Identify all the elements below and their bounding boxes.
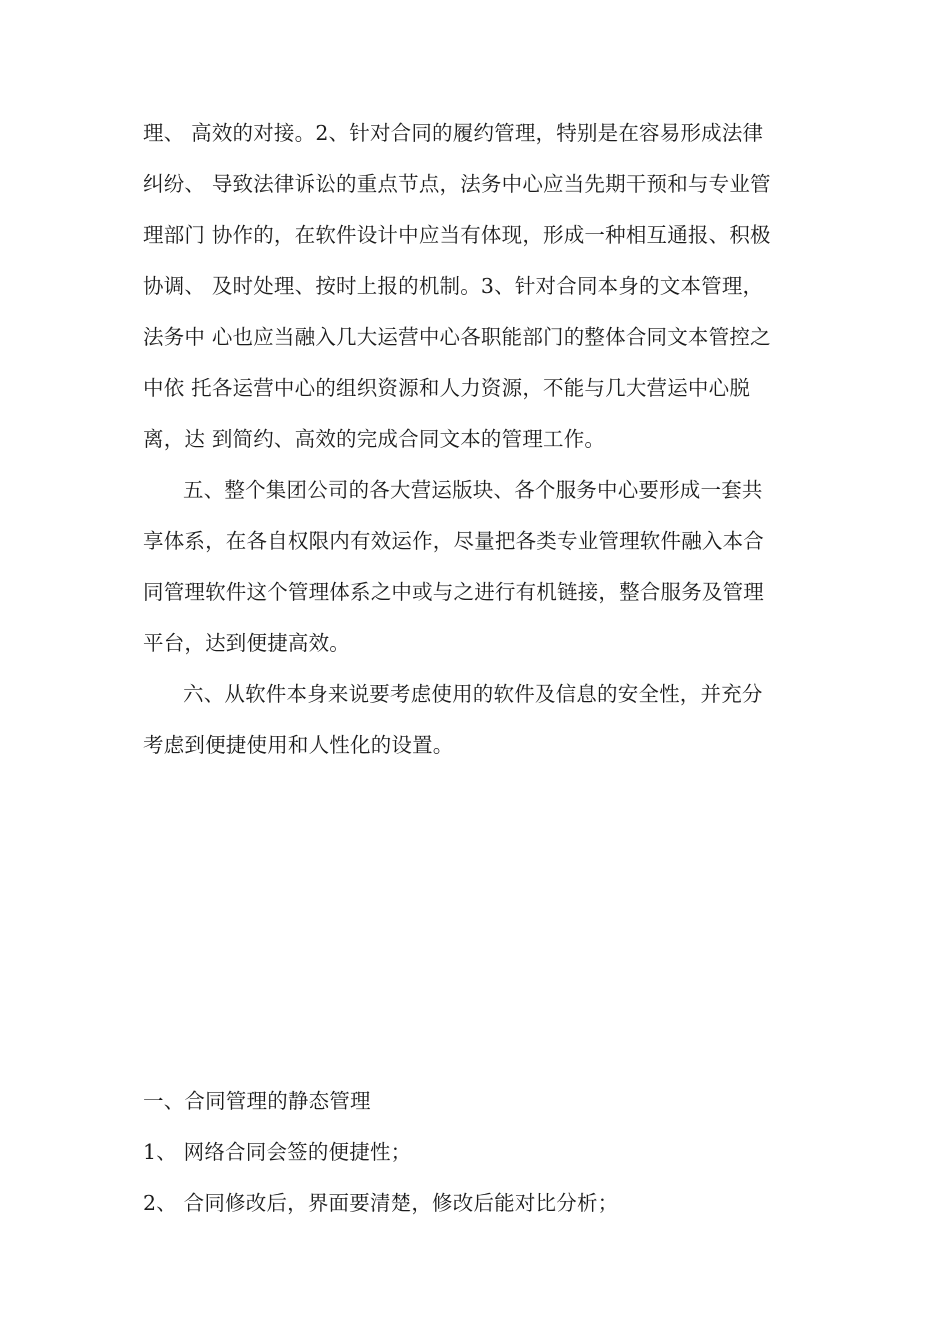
- text-line: 协调、 及时处理、按时上报的机制。3、针对合同本身的文本管理，: [143, 274, 764, 298]
- paragraph-five: [143, 477, 833, 681]
- paragraph-six: [143, 681, 833, 783]
- paragraph-contract-management: [143, 120, 833, 477]
- text-line: 考虑到便捷使用和人性化的设置。: [143, 733, 454, 757]
- text-line: 纠纷、 导致法律诉讼的重点节点，法务中心应当先期干预和与专业管: [143, 172, 771, 196]
- text-line: 理部门 协作的，在软件设计中应当有体现，形成一种相互通报、积极: [143, 223, 771, 247]
- text-line: 六、从软件本身来说要考虑使用的软件及信息的安全性，并充分: [183, 682, 763, 706]
- list-item: 2、 合同修改后，界面要清楚，修改后能对比分析；: [143, 1191, 619, 1215]
- text-line: 享体系，在各自权限内有效运作，尽量把各类专业管理软件融入本合: [143, 529, 764, 553]
- text-line: 同管理软件这个管理体系之中或与之进行有机链接，整合服务及管理: [143, 580, 764, 604]
- text-line: 理、 高效的对接。2、针对合同的履约管理，特别是在容易形成法律: [143, 121, 764, 145]
- section-heading: 一、合同管理的静态管理: [143, 1089, 371, 1113]
- text-line: 法务中 心也应当融入几大运营中心各职能部门的整体合同文本管控之: [143, 325, 771, 349]
- text-line: 离，达 到简约、高效的完成合同文本的管理工作。: [143, 427, 606, 451]
- text-line: 中依 托各运营中心的组织资源和人力资源，不能与几大营运中心脱: [143, 376, 751, 400]
- section-static-management: [143, 1088, 833, 1241]
- text-line: 五、整个集团公司的各大营运版块、各个服务中心要形成一套共: [183, 478, 763, 502]
- text-line: 平台，达到便捷高效。: [143, 631, 350, 655]
- list-item: 1、 网络合同会签的便捷性；: [143, 1140, 412, 1164]
